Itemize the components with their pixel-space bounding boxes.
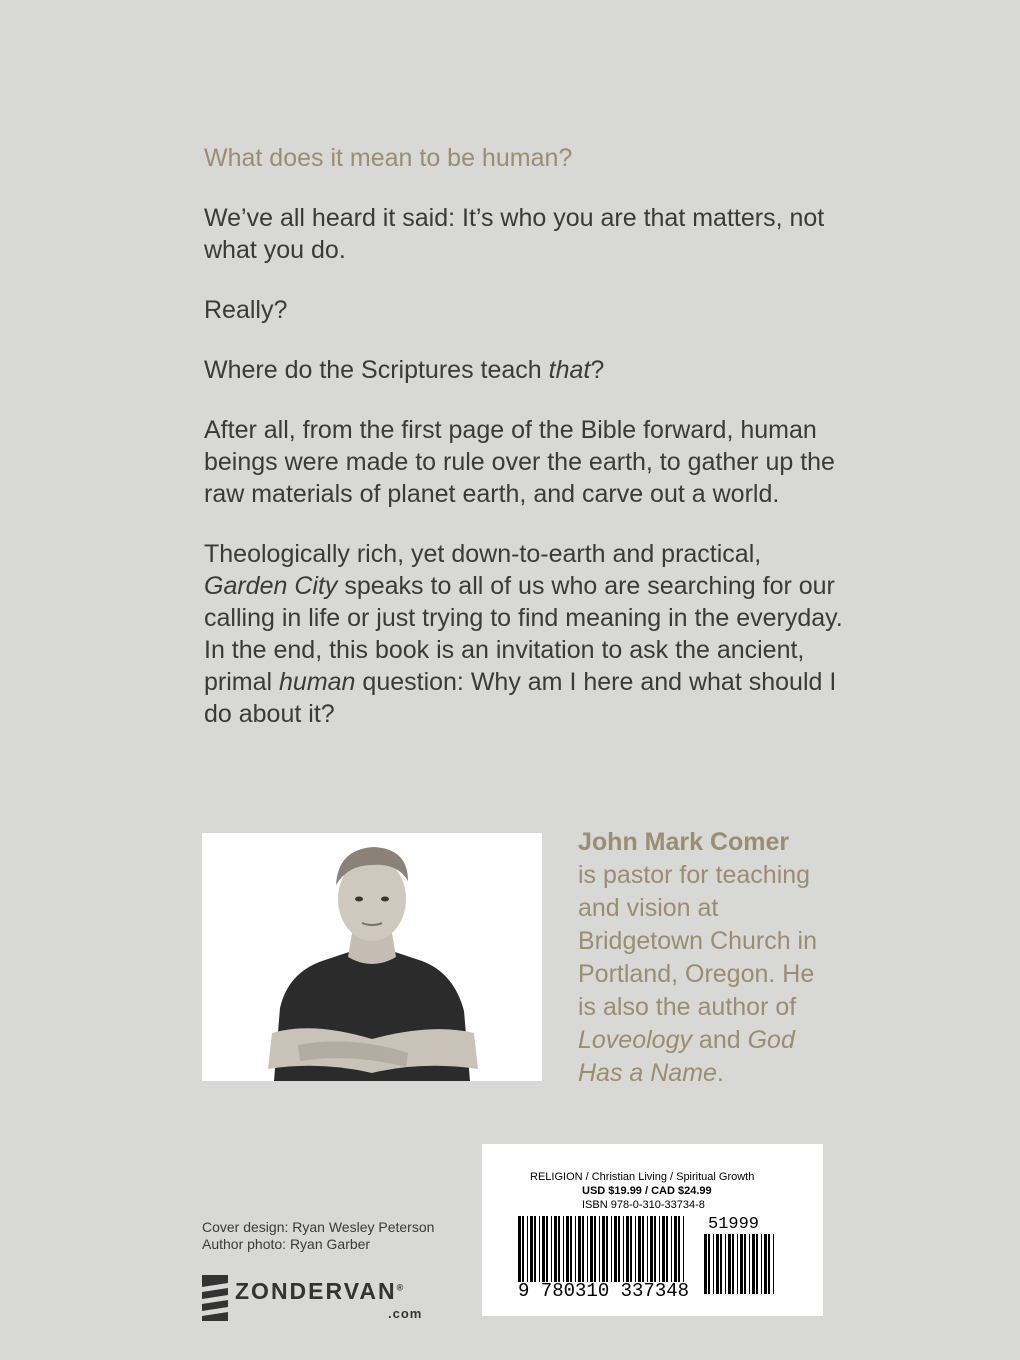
- barcode-bar: [551, 1216, 552, 1282]
- barcode-bar: [527, 1216, 528, 1282]
- barcode-bar: [662, 1216, 665, 1282]
- price: USD $19.99 / CAD $24.99: [582, 1185, 712, 1197]
- barcode-bar: [704, 1234, 707, 1294]
- barcode-bar: [599, 1216, 600, 1282]
- barcode-bar: [671, 1216, 672, 1282]
- publisher-name: ZONDERVAN®: [235, 1278, 406, 1304]
- publisher-logo: [202, 1275, 452, 1321]
- barcode-bar: [618, 1216, 620, 1282]
- barcode-bar: [740, 1234, 743, 1294]
- isbn: ISBN 978-0-310-33734-8: [582, 1199, 705, 1211]
- barcode-bar: [635, 1216, 636, 1282]
- barcode-bar: [558, 1216, 560, 1282]
- barcode-bar: [737, 1234, 738, 1294]
- blurb-paragraph-4: After all, from the first page of the Bible forward, human beings were made to rule over the earth, to gather up the raw materials of planet earth, and carve out a world.: [204, 416, 835, 508]
- barcode-bar: [623, 1216, 624, 1282]
- barcode-bar: [546, 1216, 548, 1282]
- barcode-bar: [582, 1216, 584, 1282]
- barcode-bar: [602, 1216, 605, 1282]
- author-portrait-image: [202, 833, 542, 1081]
- zondervan-logo-icon: [202, 1275, 228, 1321]
- barcode-bar: [539, 1216, 540, 1282]
- blurb-paragraph-5: Theologically rich, yet down-to-earth and practical, Garden City speaks to all of us who are searching for our calling in life or just trying to find meaning in the everyday. In the end, this book is an invitation to ask the ancient, primal human question: Why am I here and what should I do about it?: [204, 540, 843, 728]
- barcode-bar: [590, 1216, 593, 1282]
- barcode-bar: [773, 1234, 774, 1294]
- barcode-bar: [732, 1234, 734, 1294]
- barcode-bar: [518, 1216, 521, 1282]
- barcode-bar: [749, 1234, 750, 1294]
- barcode-bar: [575, 1216, 576, 1282]
- barcode-bar: [654, 1216, 656, 1282]
- barcode-bar: [650, 1216, 653, 1282]
- publisher-domain: .com: [388, 1306, 423, 1321]
- author-photo-credit: Author photo: Ryan Garber: [202, 1236, 371, 1252]
- barcode-panel: [482, 1144, 823, 1316]
- addon-digits: 51999: [708, 1215, 760, 1234]
- credits: [202, 1219, 434, 1253]
- barcode-bar: [678, 1216, 680, 1282]
- barcode-bar: [744, 1234, 746, 1294]
- barcode-bar: [530, 1216, 533, 1282]
- barcode-bar: [614, 1216, 617, 1282]
- author-photo: [202, 833, 542, 1081]
- barcode-bar: [768, 1234, 770, 1294]
- barcode-bar: [630, 1216, 632, 1282]
- barcode-bar: [720, 1234, 722, 1294]
- barcode-bar: [566, 1216, 569, 1282]
- barcode-bar: [522, 1216, 524, 1282]
- barcode-bar: [725, 1234, 726, 1294]
- barcode-bar: [756, 1234, 758, 1294]
- barcode-bar: [554, 1216, 557, 1282]
- barcode-bar: [606, 1216, 608, 1282]
- barcode-bar: [728, 1234, 731, 1294]
- barcode-bar: [666, 1216, 668, 1282]
- back-cover-blurb: [204, 142, 844, 758]
- barcode-bar: [659, 1216, 660, 1282]
- barcode-bar: [764, 1234, 767, 1294]
- barcode-bar: [534, 1216, 536, 1282]
- book-title-loveology: Loveology: [578, 1026, 692, 1054]
- barcode-bar: [752, 1234, 755, 1294]
- blurb-paragraph-2: Really?: [204, 296, 288, 324]
- barcode-bar: [708, 1234, 710, 1294]
- category: RELIGION / Christian Living / Spiritual Growth: [530, 1171, 755, 1183]
- barcode-bar: [578, 1216, 581, 1282]
- author-bio: John Mark Comer is pastor for teaching and vision at Bridgetown Church in Portland, Oregon. He is also the author of Loveology and God Has a Name.: [578, 828, 818, 1087]
- blurb-question: What does it mean to be human?: [204, 144, 573, 172]
- ean-digits: 9 780310 337348: [518, 1280, 690, 1302]
- barcode-bar: [713, 1234, 714, 1294]
- cover-design-credit: Cover design: Ryan Wesley Peterson: [202, 1219, 435, 1235]
- barcode-bar: [683, 1216, 684, 1282]
- barcode-bar: [570, 1216, 572, 1282]
- book-title-god-has-a-name: God Has a Name: [578, 1026, 795, 1087]
- barcode-bar: [674, 1216, 677, 1282]
- barcode-bar: [761, 1234, 762, 1294]
- barcode-bar: [716, 1234, 719, 1294]
- barcode-bar: [594, 1216, 596, 1282]
- blurb-paragraph-3: Where do the Scriptures teach that?: [204, 356, 605, 384]
- barcode-bar: [563, 1216, 564, 1282]
- barcode-bar: [647, 1216, 648, 1282]
- barcode-bar: [611, 1216, 612, 1282]
- blurb-paragraph-1: We’ve all heard it said: It’s who you are that matters, not what you do.: [204, 204, 825, 264]
- author-name: John Mark Comer: [578, 828, 790, 856]
- barcode-icon: [482, 1144, 823, 1316]
- barcode-bar: [542, 1216, 545, 1282]
- barcode-bar: [642, 1216, 644, 1282]
- barcode-bar: [638, 1216, 641, 1282]
- barcode-bar: [626, 1216, 629, 1282]
- barcode-bar: [587, 1216, 588, 1282]
- bio-text: is pastor for teaching and vision at Bridgetown Church in Portland, Oregon. He is also the author of: [578, 861, 818, 1021]
